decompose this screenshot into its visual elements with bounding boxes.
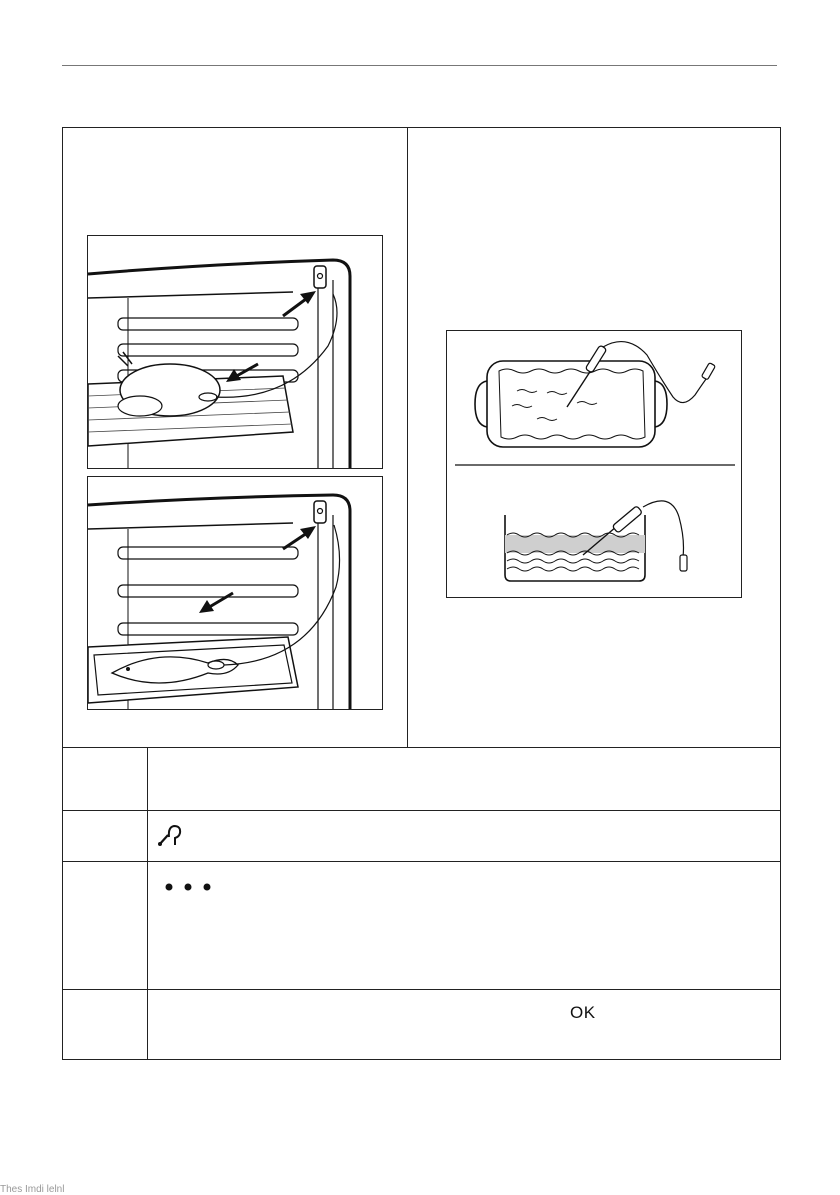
step-column-divider <box>147 747 148 1060</box>
probe-in-fish-illustration <box>87 476 383 710</box>
row-divider-1 <box>62 747 781 748</box>
row-divider-3 <box>62 861 781 862</box>
row-divider-2 <box>62 810 781 811</box>
header-rule <box>62 65 777 66</box>
three-dots-icon <box>164 881 214 893</box>
probe-in-poultry-illustration <box>87 235 383 469</box>
page-footer-text: Thes Imdi lelnl <box>0 1184 65 1195</box>
core-temperature-probe-icon <box>157 823 183 849</box>
row-divider-4 <box>62 989 781 990</box>
picture-cell-divider <box>407 127 408 748</box>
ok-button-label: OK <box>570 1003 596 1022</box>
probe-in-casserole-and-soup-illustration <box>446 330 742 598</box>
